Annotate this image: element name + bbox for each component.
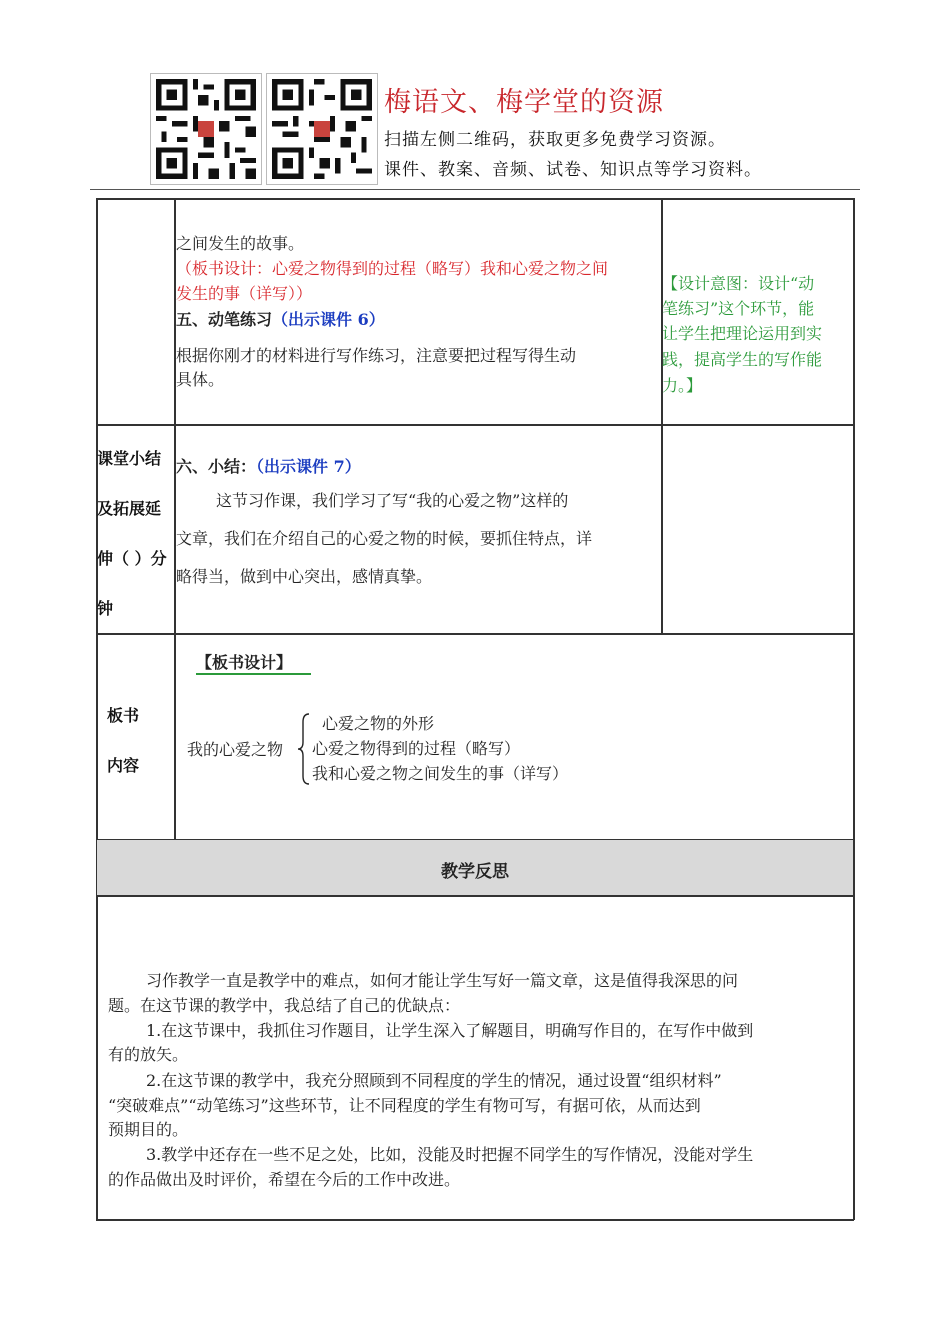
summary-body-line-3: 略得当，做到中心突出，感情真挚。 xyxy=(176,567,433,586)
reflection-p1-line-1: 习作教学一直是教学中的难点，如何才能让学生写好一篇文章，这是值得我深思的问 xyxy=(146,971,739,990)
summary-body-line-1: 这节习作课，我们学习了写“我的心爱之物”这样的 xyxy=(216,491,569,510)
board-label-line-2: 内容 xyxy=(107,756,140,775)
story-text: 之间发生的故事。 xyxy=(176,234,305,253)
step6-heading xyxy=(176,455,361,479)
reflection-p4-line-1: 3.教学中还存在一些不足之处，比如，没能及时把握不同学生的写作情况，没能对学生 xyxy=(146,1145,754,1164)
step5-body-line-2: 具体。 xyxy=(176,370,225,389)
reflection-p3-line-1: 2.在这节课的教学中，我充分照顾到不同程度的学生的情况，通过设置“组织材料” xyxy=(146,1071,722,1090)
reflection-p1-line-2: 题。在这节课的教学中，我总结了自己的优缺点： xyxy=(108,996,461,1015)
qr-code-icon xyxy=(150,73,262,185)
brand-line-2: 课件、教案、音频、试卷、知识点等学习资料。 xyxy=(384,160,762,180)
step6-title: 六、小结： xyxy=(176,457,257,476)
reflection-p3-line-3: 预期目的。 xyxy=(108,1120,189,1139)
step6-courseware-link[interactable]: （出示课件 7） xyxy=(256,457,361,476)
board-branch-3: 我和心爱之物之间发生的事（详写） xyxy=(312,764,569,783)
design-intent-line-1: 【设计意图：设计“动 xyxy=(662,274,815,293)
reflection-p2-line-2: 有的放矢。 xyxy=(108,1045,189,1064)
qr-code-icon xyxy=(266,73,378,185)
summary-label-line-3: 伸（ ）分 xyxy=(97,549,167,568)
reflection-title: 教学反思 xyxy=(441,862,509,882)
summary-label-line-4: 钟 xyxy=(97,599,114,618)
step5-title: 五、动笔练习 xyxy=(176,310,273,329)
board-branch-2: 心爱之物得到的过程（略写） xyxy=(312,739,521,758)
board-design-heading: 【板书设计】 xyxy=(196,653,293,672)
board-note-line-1: （板书设计：心爱之物得到的过程（略写）我和心爱之物之间 xyxy=(176,259,609,278)
reflection-header xyxy=(97,840,853,895)
board-root: 我的心爱之物 xyxy=(187,740,284,759)
board-note-line-2: 发生的事（详写）） xyxy=(176,284,313,303)
step5-heading xyxy=(176,308,385,332)
header-divider xyxy=(90,189,860,190)
brace-icon xyxy=(296,712,312,786)
board-label-line-1: 板书 xyxy=(107,706,140,725)
design-intent-line-5: 力。】 xyxy=(662,376,703,395)
brand-line-1: 扫描左侧二维码，获取更多免费学习资源。 xyxy=(384,130,726,150)
summary-label-line-1: 课堂小结 xyxy=(97,449,162,468)
summary-body-line-2: 文章，我们在介绍自己的心爱之物的时候，要抓住特点，详 xyxy=(176,529,593,548)
step5-courseware-link[interactable]: （出示课件 6） xyxy=(272,310,385,329)
reflection-p3-line-2: “突破难点”“动笔练习”这些环节，让不同程度的学生有物可写，有据可依，从而达到 xyxy=(108,1096,701,1115)
reflection-p2-line-1: 1.在这节课中，我抓住习作题目，让学生深入了解题目，明确写作目的，在写作中做到 xyxy=(146,1021,754,1040)
summary-label-line-2: 及拓展延 xyxy=(97,499,162,518)
design-intent-line-4: 践，提高学生的写作能 xyxy=(662,350,823,369)
step5-body-line-1: 根据你刚才的材料进行写作练习，注意要把过程写得生动 xyxy=(176,346,577,365)
brand-title: 梅语文、梅学堂的资源 xyxy=(384,87,664,118)
design-intent-line-2: 笔练习”这个环节，能 xyxy=(662,299,815,318)
reflection-p4-line-2: 的作品做出及时评价，希望在今后的工作中改进。 xyxy=(108,1170,461,1189)
board-heading-underline xyxy=(196,673,311,675)
board-branch-1: 心爱之物的外形 xyxy=(322,714,435,733)
design-intent-line-3: 让学生把理论运用到实 xyxy=(662,324,823,343)
